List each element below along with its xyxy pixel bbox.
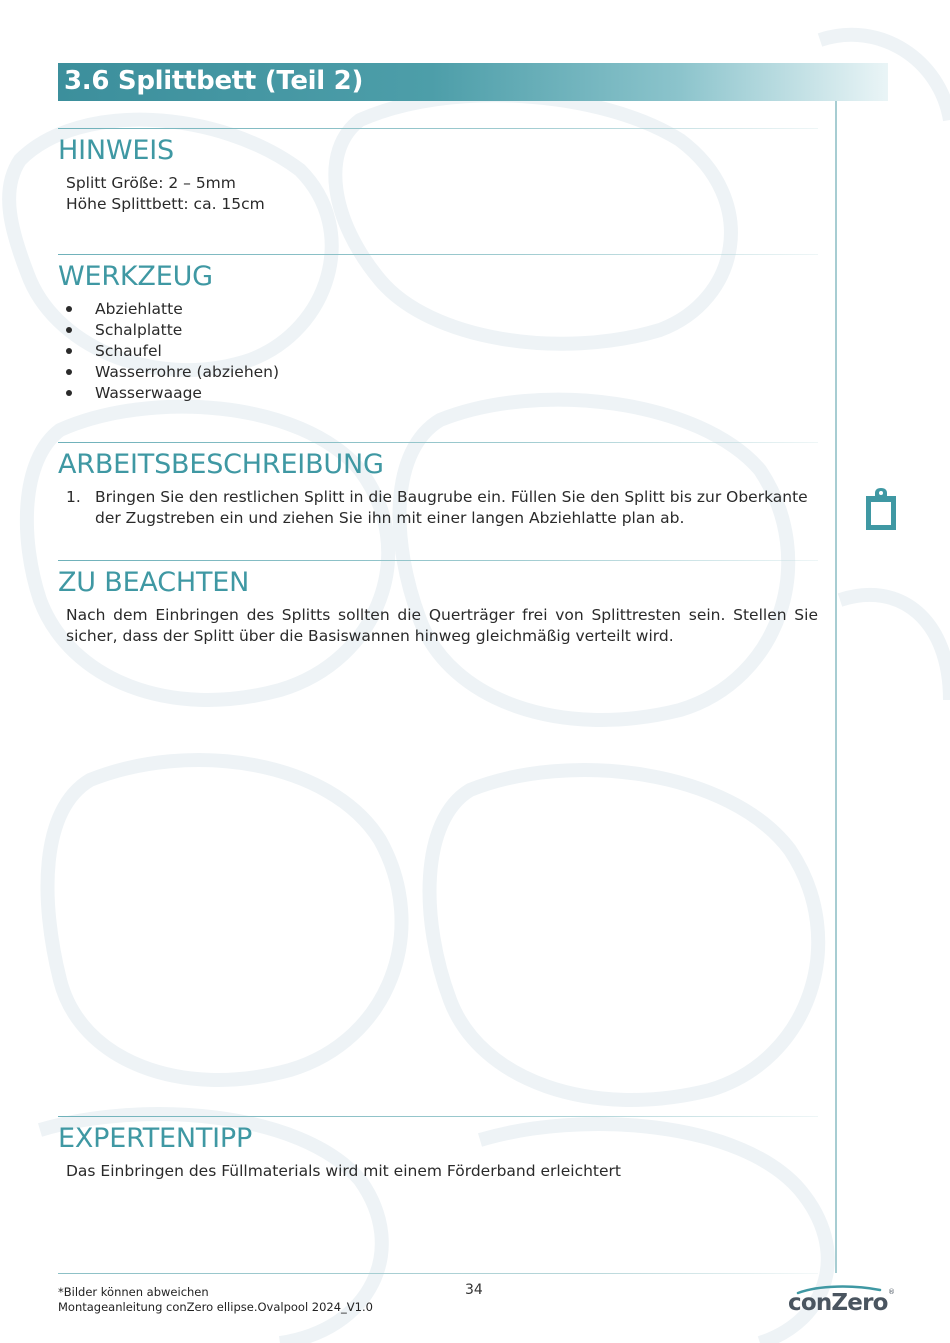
tool-list-item	[66, 362, 818, 383]
logo-registered-mark: ®	[888, 1288, 895, 1296]
bullet-icon	[66, 369, 72, 375]
page-title: 3.6 Splittbett (Teil 2)	[64, 66, 364, 96]
tool-list	[66, 299, 818, 404]
tool-list-item	[66, 299, 818, 320]
title-bar	[58, 63, 888, 101]
step-number: 1.	[66, 488, 81, 506]
tool-list-item	[66, 320, 818, 341]
hinweis-body	[66, 173, 818, 215]
step-item	[66, 487, 818, 529]
tool-label: Schaufel	[95, 342, 162, 360]
section-heading-expertentipp: EXPERTENTIPP	[58, 1123, 253, 1154]
section-rule	[58, 1116, 818, 1117]
section-arbeitsbeschreibung	[58, 442, 818, 529]
step-text: Bringen Sie den restlichen Splitt in die Baugrube ein. Füllen Sie den Splitt bis zur Oberkante der Zugstreben ein und ziehen Sie ihn mit einer langen Abziehlatte plan ab.	[95, 488, 808, 527]
section-zu-beachten	[58, 560, 818, 647]
tool-label: Wasserwaage	[95, 384, 202, 402]
section-rule	[58, 128, 818, 129]
expertentipp-body: Das Einbringen des Füllmaterials wird mit einem Förderband erleichtert	[66, 1162, 621, 1180]
bullet-icon	[66, 348, 72, 354]
bullet-icon	[66, 390, 72, 396]
footer-disclaimer: *Bilder können abweichen	[58, 1285, 209, 1299]
section-heading-zu-beachten: ZU BEACHTEN	[58, 567, 250, 598]
bullet-icon	[66, 327, 72, 333]
section-werkzeug	[58, 254, 818, 404]
section-rule	[58, 254, 818, 255]
zu-beachten-body: Nach dem Einbringen des Splitts sollten die Querträger frei von Splittresten sein. Stellen Sie sicher, dass der Splitt über die Basiswannen hinweg gleichmäßig verteilt wird.	[66, 606, 818, 645]
tool-list-item	[66, 383, 818, 404]
brand-logo	[788, 1284, 898, 1320]
logo-wordmark: conZero	[788, 1290, 888, 1316]
bullet-icon	[66, 306, 72, 312]
section-rule	[58, 560, 818, 561]
section-heading-arbeitsbeschreibung: ARBEITSBESCHREIBUNG	[58, 449, 384, 480]
section-heading-hinweis: HINWEIS	[58, 135, 174, 166]
section-rule	[58, 442, 818, 443]
section-expertentipp	[58, 1116, 818, 1182]
hinweis-line: Höhe Splittbett: ca. 15cm	[66, 195, 265, 213]
tool-label: Abziehlatte	[95, 300, 183, 318]
footer-rule	[58, 1273, 818, 1274]
section-heading-werkzeug: WERKZEUG	[58, 261, 213, 292]
tool-label: Schalplatte	[95, 321, 183, 339]
section-hinweis	[58, 128, 818, 215]
page-number: 34	[465, 1282, 483, 1298]
clipboard-icon	[862, 486, 900, 532]
hinweis-line: Splitt Größe: 2 – 5mm	[66, 174, 236, 192]
step-list	[66, 487, 818, 529]
footer-info	[58, 1285, 373, 1315]
footer-document-name: Montageanleitung conZero ellipse.Ovalpool 2024_V1.0	[58, 1300, 373, 1314]
tool-label: Wasserrohre (abziehen)	[95, 363, 280, 381]
tool-list-item	[66, 341, 818, 362]
vertical-divider	[835, 101, 837, 1273]
